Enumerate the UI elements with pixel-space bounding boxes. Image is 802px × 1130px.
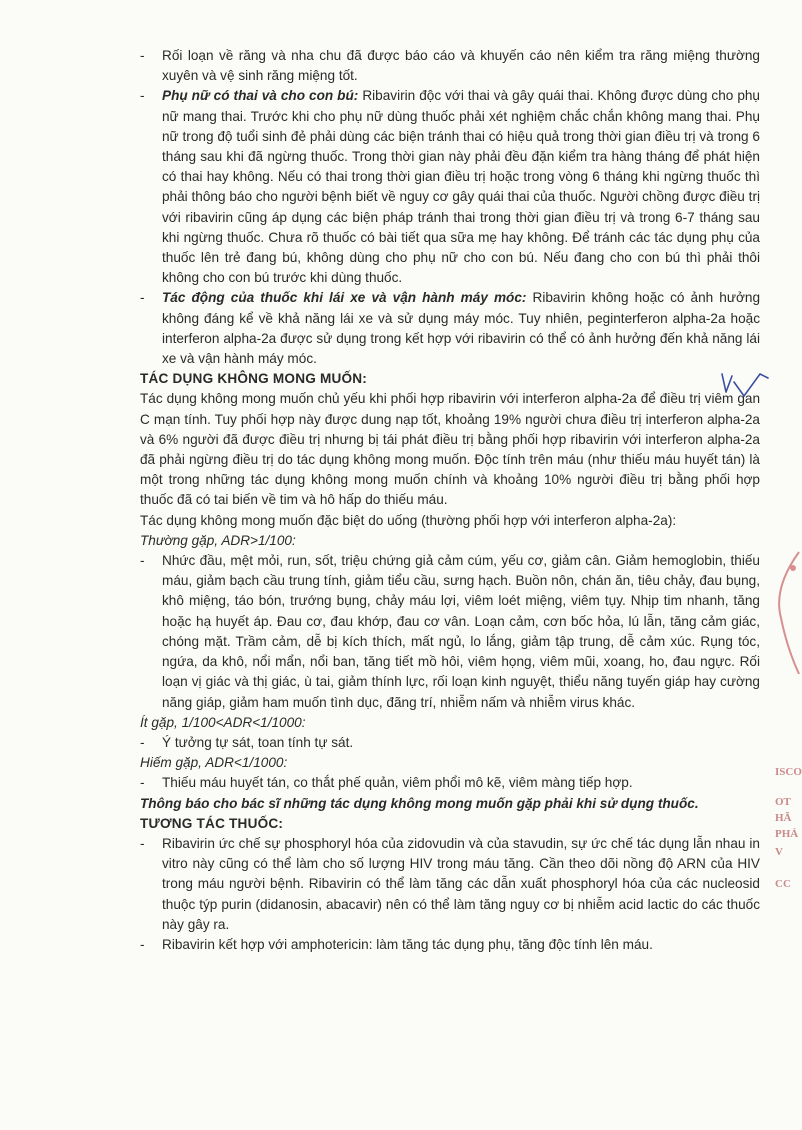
stamp-mark <box>769 548 799 678</box>
bullet-dash: - <box>140 936 145 952</box>
adverse-effects-intro: Tác dụng không mong muốn chủ yếu khi phối hợp ribavirin với interferon alpha-2a để điều trị viêm gan C mạn tính. Tuy phối hợp này được dung nạp tốt, khoảng 19% người chưa điều trị interferon alpha-2a và 6% người đã được điều trị nhưng bị tái phát điều trị bằng phối hợp ribavirin với interferon alpha-2a đã phải ngừng điều trị do tác dụng không mong muốn. Độc tính trên máu (như thiếu máu huyết tán) là một trong những tác dụng không mong muốn chính và khoảng 10% người điều trị bằng phối hợp thuốc đã có tai biến về tim và hô hấp do thiếu máu. <box>140 391 760 508</box>
pregnancy-heading: Phụ nữ có thai và cho con bú: <box>162 88 359 104</box>
bullet-dash: - <box>140 734 145 750</box>
adverse-effects-heading: TÁC DỤNG KHÔNG MONG MUỐN: <box>140 371 368 387</box>
driving-heading: Tác động của thuốc khi lái xe và vận hành máy móc: <box>162 290 527 306</box>
list-item <box>140 551 760 713</box>
stamp-text: ISCO <box>775 766 802 778</box>
bullet-dash: - <box>140 48 145 63</box>
frequency-uncommon-label: Ít gặp, 1/100<ADR<1/1000: <box>140 714 306 730</box>
bullet-text: Rối loạn về răng và nha chu đã được báo cáo và khuyến cáo nên kiểm tra răng miệng thường xuyên và vệ sinh răng miệng tốt. <box>162 48 760 84</box>
bullet-dash: - <box>140 553 145 569</box>
interaction-text-1: Ribavirin ức chế sự phosphoryl hóa của zidovudin và của stavudin, sự ức chế tác dụng lẫn nhau in vitro này cũng có thể làm cho số lượng HIV trong máu tăng. Cần theo dõi nồng độ ARN của HIV trong máu người bệnh. Ribavirin có thể làm tăng các dẫn xuất phosphoryl hóa của các nucleosid thuộc týp purin (didanosin, abacavir) nên có thể làm tăng nguy cơ bị nhiễm acid lactic do các thuốc này gây ra. <box>162 835 760 932</box>
bullet-dash: - <box>140 775 145 791</box>
stamp-mark-lower <box>769 762 802 902</box>
list-item <box>140 834 760 935</box>
stamp-text: OT <box>775 796 791 808</box>
common-effects-text: Nhức đầu, mệt mỏi, run, sốt, triệu chứng giả cảm cúm, yếu cơ, giảm cân. Giảm hemoglobin, thiếu máu, giảm bạch cầu trung tính, giảm tiểu cầu, sưng hạch. Buồn nôn, chán ăn, tiêu chảy, đau bụng, khô miệng, táo bón, trướng bụng, chảy máu lợi, viêm loét miệng, viêm tụy. Nhịp tim nhanh, tăng hoặc hạ huyết áp. Đau cơ, đau khớp, đau cơ vân. Loạn cảm, cơn bốc hỏa, lú lẫn, tăng cảm giác, chóng mặt. Trầm cảm, dễ bị kích thích, mất ngủ, lo lắng, giảm tập trung, dễ cảm xúc. Rụng tóc, ngứa, da khô, nổi mẩn, nổi ban, tăng tiết mồ hôi, viêm họng, viêm mũi, xoang, ho, đau ngực. Rối loạn vị giác và thị giác, ù tai, giảm thính lực, rối loạn kinh nguyệt, thiểu năng tuyến giáp hay cường năng giáp, giảm ham muốn tình dục, đãng trí, nhiễm nấm và nhiễm virus khác. <box>162 553 760 710</box>
handwritten-initials <box>716 368 776 400</box>
stamp-text: PHẢ <box>775 828 799 840</box>
list-item <box>140 288 760 369</box>
list-item <box>140 46 760 86</box>
driving-text: Ribavirin không hoặc có ảnh hưởng không đáng kể về khả năng lái xe và sử dụng máy móc. Tuy nhiên, peginterferon alpha-2a hoặc interferon alpha-2a được sử dụng trong kết hợp với ribavirin có thể có ảnh hưởng đến khả năng lái xe và vận hành máy móc. <box>162 290 760 367</box>
stamp-text: CC <box>775 878 791 890</box>
frequency-rare-label: Hiếm gặp, ADR<1/1000: <box>140 755 288 771</box>
interaction-text-2: Ribavirin kết hợp với amphotericin: làm tăng tác dụng phụ, tăng độc tính lên máu. <box>162 936 653 952</box>
oral-effects-note: Tác dụng không mong muốn đặc biệt do uống (thường phối hợp với interferon alpha-2a): <box>140 512 677 528</box>
frequency-common-label: Thường gặp, ADR>1/100: <box>140 532 296 548</box>
bullet-dash: - <box>140 88 145 104</box>
stamp-text: V <box>775 846 783 858</box>
uncommon-effects-text: Ý tưởng tự sát, toan tính tự sát. <box>162 734 354 750</box>
list-item <box>140 935 760 955</box>
list-item <box>140 773 760 793</box>
notify-doctor-note: Thông báo cho bác sĩ những tác dụng không mong muốn gặp phải khi sử dụng thuốc. <box>140 795 699 811</box>
pregnancy-text: Ribavirin độc với thai và gây quái thai. Không được dùng cho phụ nữ mang thai. Trước khi cho phụ nữ dùng thuốc phải xét nghiệm chắc chắn không mang thai. Phụ nữ trong độ tuổi sinh đẻ phải dùng các biện tránh thai có hiệu quả trong thời gian điều trị và trong 6 tháng sau khi đã ngừng thuốc. Trong thời gian này phải đều đặn kiểm tra hàng tháng để phát hiện có thai hay không. Nếu có thai trong thời gian điều trị hoặc trong vòng 6 tháng khi ngừng thuốc thì phải thông báo cho người bệnh biết về nguy cơ gây quái thai của thuốc. Người chồng được điều trị với ribavirin cũng áp dụng các biện pháp tránh thai trong thời gian điều trị và trong 6-7 tháng sau khi ngừng thuốc. Chưa rõ thuốc có bài tiết qua sữa mẹ hay không. Để tránh các tác dụng phụ của thuốc lên trẻ đang bú, không dùng cho phụ nữ cho con bú. Nếu đang cho con bú thì phải thôi không cho con bú trước khi dùng thuốc. <box>162 88 760 286</box>
bullet-dash: - <box>140 835 145 851</box>
document-body <box>140 46 760 955</box>
bullet-dash: - <box>140 290 145 306</box>
rare-effects-text: Thiếu máu huyết tán, co thắt phế quản, viêm phổi mô kẽ, viêm màng tiếp hợp. <box>162 775 633 791</box>
stamp-text: HÃ <box>775 812 792 824</box>
list-item <box>140 86 760 288</box>
drug-interactions-heading: TƯƠNG TÁC THUỐC: <box>140 815 284 831</box>
list-item <box>140 733 760 753</box>
